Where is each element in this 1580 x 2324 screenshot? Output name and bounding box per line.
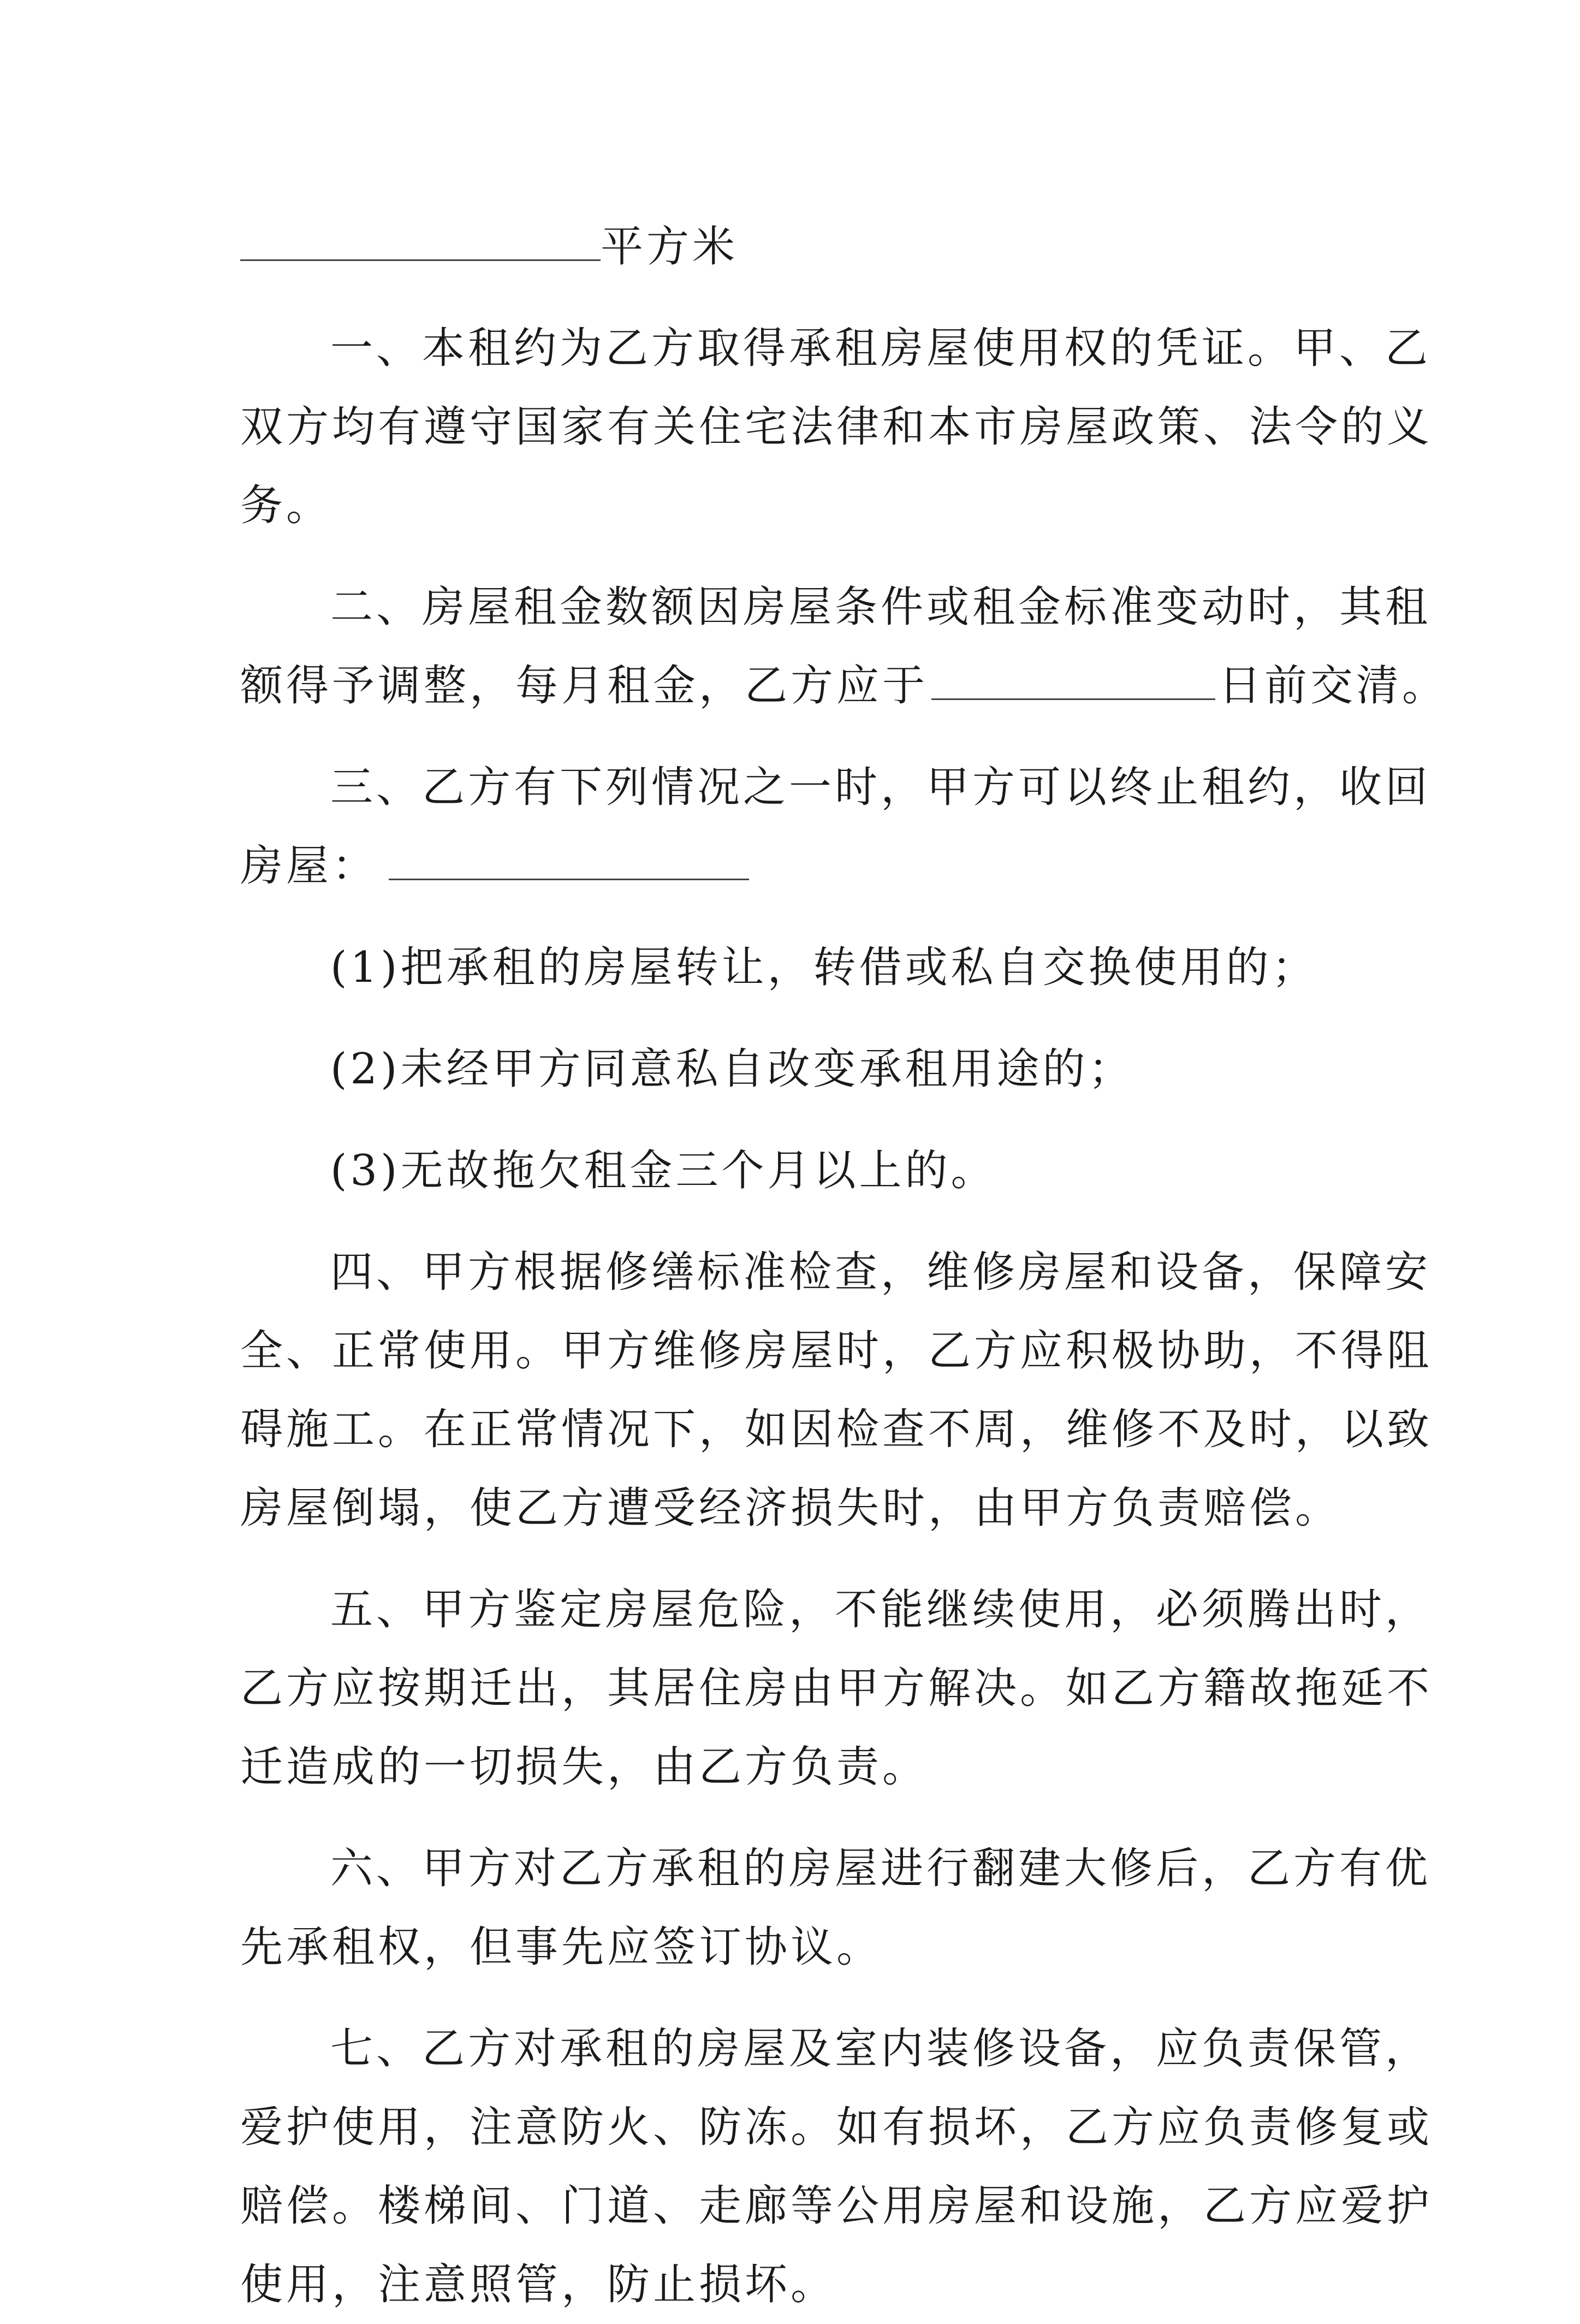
clause-5 — [240, 1570, 1433, 1806]
clause-2-text-after: 日前交清。 — [1219, 661, 1448, 710]
clause-2-line-2 — [240, 647, 1448, 725]
clause-3-item-3: (3)无故拖欠租金三个月以上的。 — [330, 1146, 997, 1195]
clause-3-item-2: (2)未经甲方同意私自改变承租用途的； — [330, 1045, 1134, 1094]
clause-6 — [240, 1829, 1431, 1987]
clause-6-line-1: 六、甲方对乙方承租的房屋进行翻建大修后，乙方有优 — [330, 1844, 1431, 1893]
clause-7-line-4: 使用，注意照管，防止损坏。 — [240, 2260, 837, 2309]
clause-4-line-3: 碍施工。在正常情况下，如因检查不周，维修不及时，以致 — [240, 1405, 1433, 1454]
clause-5-line-2: 乙方应按期迁出，其居住房由甲方解决。如乙方籍故拖延不 — [240, 1664, 1433, 1713]
area-line — [240, 208, 1354, 286]
area-blank[interactable] — [240, 222, 601, 261]
clause-4-line-4: 房屋倒塌，使乙方遭受经济损失时，由甲方负责赔偿。 — [240, 1484, 1341, 1533]
clause-2-line-1: 二、房屋租金数额因房屋条件或租金标准变动时，其租 — [330, 583, 1431, 632]
clause-3-line-1: 三、乙方有下列情况之一时，甲方可以终止租约，收回 — [330, 763, 1431, 812]
clause-3 — [240, 748, 1431, 1210]
clause-4-line-1: 四、甲方根据修缮标准检查，维修房屋和设备，保障安 — [330, 1248, 1431, 1297]
clause-3-house-label: 房屋： — [240, 841, 378, 891]
clause-1-line-1: 一、本租约为乙方取得承租房屋使用权的凭证。甲、乙 — [330, 324, 1431, 373]
clause-6-line-2: 先承租权，但事先应签订协议。 — [240, 1923, 883, 1972]
clause-1-line-2: 双方均有遵守国家有关住宅法律和本市房屋政策、法令的义 — [240, 402, 1433, 452]
house-blank[interactable] — [389, 841, 749, 880]
clause-1-line-3: 务。 — [240, 481, 332, 530]
clause-2-text-before: 额得予调整，每月租金，乙方应于 — [240, 661, 929, 710]
rent-due-day-blank[interactable] — [931, 661, 1215, 700]
clause-7-line-1: 七、乙方对承租的房屋及室内装修设备，应负责保管， — [330, 2024, 1431, 2073]
clause-4 — [240, 1233, 1433, 1548]
document-body — [240, 208, 1448, 2324]
clause-5-line-3: 迁造成的一切损失，由乙方负责。 — [240, 1742, 929, 1792]
area-unit: 平方米 — [601, 222, 739, 271]
clause-4-line-2: 全、正常使用。甲方维修房屋时，乙方应积极协助，不得阻 — [240, 1326, 1433, 1376]
clause-3-item-1: (1)把承租的房屋转让，转借或私自交换使用的； — [330, 943, 1318, 992]
clause-3-line-2 — [240, 827, 1354, 905]
clause-7-line-3: 赔偿。楼梯间、门道、走廊等公用房屋和设施，乙方应爱护 — [240, 2181, 1433, 2231]
clause-1 — [240, 309, 1433, 545]
clause-7 — [240, 2009, 1433, 2324]
clause-5-line-1: 五、甲方鉴定房屋危险，不能继续使用，必须腾出时， — [330, 1585, 1431, 1634]
clause-7-line-2: 爱护使用，注意防火、防冻。如有损坏，乙方应负责修复或 — [240, 2103, 1433, 2152]
clause-2 — [240, 568, 1448, 725]
